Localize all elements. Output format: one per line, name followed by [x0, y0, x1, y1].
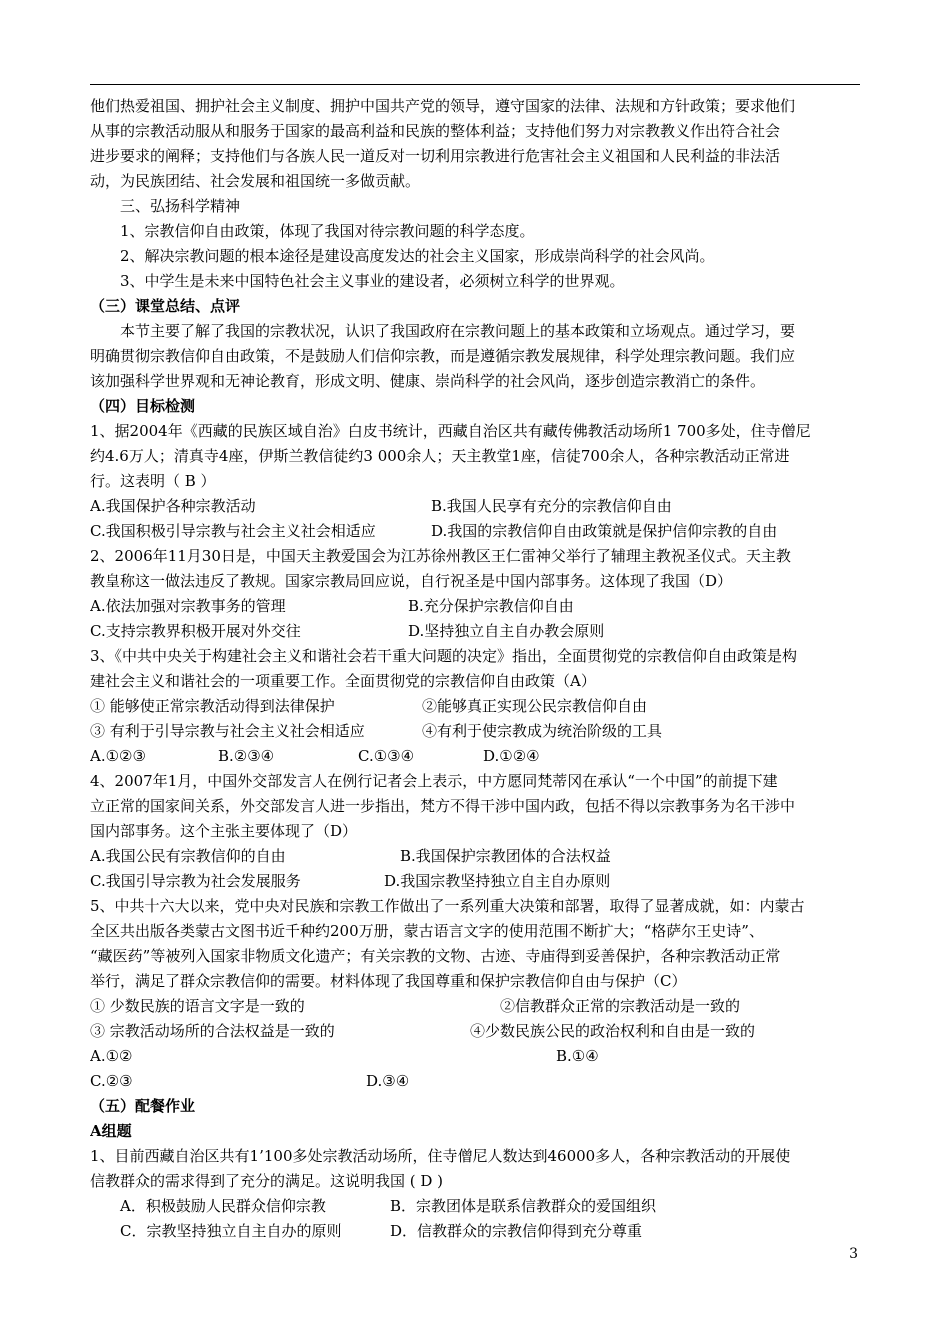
option-row [90, 869, 860, 894]
statement: ③ 宗教活动场所的合法权益是一致的 [90, 1022, 335, 1040]
option: A.我国保护各种宗教活动 [90, 497, 256, 515]
option: D.③④ [366, 1072, 410, 1090]
option-row [90, 1219, 860, 1244]
section-title: 三、弘扬科学精神 [120, 197, 241, 215]
statement-row [90, 994, 860, 1019]
page-number: 3 [849, 1246, 858, 1262]
option: C.支持宗教界积极开展对外交往 [90, 622, 301, 640]
statement: ②信教群众正常的宗教活动是一致的 [500, 997, 741, 1015]
text-line: 本节主要了解了我国的宗教状况，认识了我国政府在宗教问题上的基本政策和立场观点。通过学习，要 [120, 322, 796, 340]
list-item: 1、宗教信仰自由政策，体现了我国对待宗教问题的科学态度。 [120, 222, 535, 240]
option: D.我国宗教坚持独立自主自办原则 [384, 872, 611, 890]
question-line: 行。这表明（ B ） [90, 472, 216, 490]
text-line: 该加强科学世界观和无神论教育，形成文明、健康、崇尚科学的社会风尚，逐步创造宗教消亡的条件。 [90, 372, 766, 390]
option-row [90, 1069, 860, 1094]
option: C.②③ [90, 1072, 133, 1090]
option: A.①②③ [90, 747, 146, 765]
text-line: 从事的宗教活动服从和服务于国家的最高利益和民族的整体利益；支持他们努力对宗教教义作出符合社会 [90, 122, 781, 140]
option-row [90, 619, 860, 644]
statement: ① 少数民族的语言文字是一致的 [90, 997, 305, 1015]
option: D.我国的宗教信仰自由政策就是保护信仰宗教的自由 [431, 522, 778, 540]
option: C．宗教坚持独立自主自办的原则 [120, 1222, 342, 1240]
text-line: 他们热爱祖国、拥护社会主义制度、拥护中国共产党的领导，遵守国家的法律、法规和方针政策；要求他们 [90, 97, 796, 115]
option-row [90, 494, 860, 519]
option: B.充分保护宗教信仰自由 [408, 597, 574, 615]
option: B.②③④ [218, 747, 275, 765]
question-line: 4、2007年1月，中国外交部发言人在例行记者会上表示，中方愿同梵蒂冈在承认“一个中国”的前提下建 [90, 772, 778, 790]
option: A.①② [90, 1047, 133, 1065]
question-line: 约4.6万人；清真寺4座，伊斯兰教信徒约3 000余人；天主教堂1座，信徒700余人，各种宗教活动正常进 [90, 447, 790, 465]
section-heading: （五）配餐作业 [90, 1097, 196, 1115]
statement-row [90, 694, 860, 719]
option-row [90, 744, 860, 769]
option-row [90, 844, 860, 869]
option: B.我国保护宗教团体的合法权益 [400, 847, 611, 865]
question-line: 3、《中共中央关于构建社会主义和谐社会若干重大问题的决定》指出，全面贯彻党的宗教信仰自由政策是构 [90, 647, 798, 665]
option-row [90, 1044, 860, 1069]
list-item: 3、中学生是未来中国特色社会主义事业的建设者，必须树立科学的世界观。 [120, 272, 625, 290]
option: A．积极鼓励人民群众信仰宗教 [120, 1197, 326, 1215]
list-item: 2、解决宗教问题的根本途径是建设高度发达的社会主义国家，形成崇尚科学的社会风尚。 [120, 247, 715, 265]
text-line: 明确贯彻宗教信仰自由政策，不是鼓励人们信仰宗教，而是遵循宗教发展规律，科学处理宗教问题。我们应 [90, 347, 796, 365]
option: B.我国人民享有充分的宗教信仰自由 [431, 497, 672, 515]
option: B．宗教团体是联系信教群众的爱国组织 [390, 1197, 657, 1215]
text-line: 动，为民族团结、社会发展和祖国统一多做贡献。 [90, 172, 421, 190]
option: C.我国积极引导宗教与社会主义社会相适应 [90, 522, 376, 540]
question-line: 全区共出版各类蒙古文图书近千种约200万册，蒙古语言文字的使用范围不断扩大；“格萨尔王史诗”、 [90, 922, 764, 940]
question-line: 1、目前西藏自治区共有1’100多处宗教活动场所，住寺僧尼人数达到46000多人，各种宗教活动的开展使 [90, 1147, 791, 1165]
statement: ②能够真正实现公民宗教信仰自由 [422, 697, 648, 715]
statement-row [90, 719, 860, 744]
option-row [90, 594, 860, 619]
option: C.我国引导宗教为社会发展服务 [90, 872, 301, 890]
question-line: 5、中共十六大以来，党中央对民族和宗教工作做出了一系列重大决策和部署，取得了显著成就，如：内蒙古 [90, 897, 805, 915]
question-line: 教皇称这一做法违反了教规。国家宗教局回应说，自行祝圣是中国内部事务。这体现了我国（D） [90, 572, 733, 590]
statement: ① 能够使正常宗教活动得到法律保护 [90, 697, 335, 715]
option: A.依法加强对宗教事务的管理 [90, 597, 286, 615]
section-heading: （三）课堂总结、点评 [90, 297, 241, 315]
statement: ④有利于使宗教成为统治阶级的工具 [422, 722, 663, 740]
document-body [90, 94, 860, 1244]
statement: ③ 有利于引导宗教与社会主义社会相适应 [90, 722, 365, 740]
question-line: 2、2006年11月30日是，中国天主教爱国会为江苏徐州教区王仁雷神父举行了辅理主教祝圣仪式。天主教 [90, 547, 791, 565]
option: C.①③④ [358, 747, 415, 765]
statement-row [90, 1019, 860, 1044]
header-rule [90, 84, 860, 85]
question-line: 举行，满足了群众宗教信仰的需要。材料体现了我国尊重和保护宗教信仰自由与保护（C） [90, 972, 687, 990]
option: A.我国公民有宗教信仰的自由 [90, 847, 286, 865]
question-line: “藏医药”等被列入国家非物质文化遗产；有关宗教的文物、古迹、寺庙得到妥善保护，各种宗教活动正常 [90, 947, 781, 965]
question-line: 1、据2004年《西藏的民族区域自治》白皮书统计，西藏自治区共有藏传佛教活动场所1 700多处，住寺僧尼 [90, 422, 811, 440]
option: D.坚持独立自主自办教会原则 [408, 622, 605, 640]
question-line: 信教群众的需求得到了充分的满足。这说明我国 ( D ) [90, 1172, 444, 1190]
section-heading: （四）目标检测 [90, 397, 196, 415]
question-line: 立正常的国家间关系，外交部发言人进一步指出，梵方不得干涉中国内政，包括不得以宗教事务为名干涉中 [90, 797, 796, 815]
question-line: 建社会主义和谐社会的一项重要工作。全面贯彻党的宗教信仰自由政策（A） [90, 672, 596, 690]
question-line: 国内部事务。这个主张主要体现了（D） [90, 822, 358, 840]
option-row [90, 1194, 860, 1219]
option: D.①②④ [483, 747, 540, 765]
option-row [90, 519, 860, 544]
text-line: 进步要求的阐释；支持他们与各族人民一道反对一切利用宗教进行危害社会主义祖国和人民利益的非法活 [90, 147, 781, 165]
group-heading: A组题 [90, 1122, 132, 1140]
option: D．信教群众的宗教信仰得到充分尊重 [390, 1222, 643, 1240]
option: B.①④ [556, 1047, 599, 1065]
statement: ④少数民族公民的政治权利和自由是一致的 [470, 1022, 756, 1040]
